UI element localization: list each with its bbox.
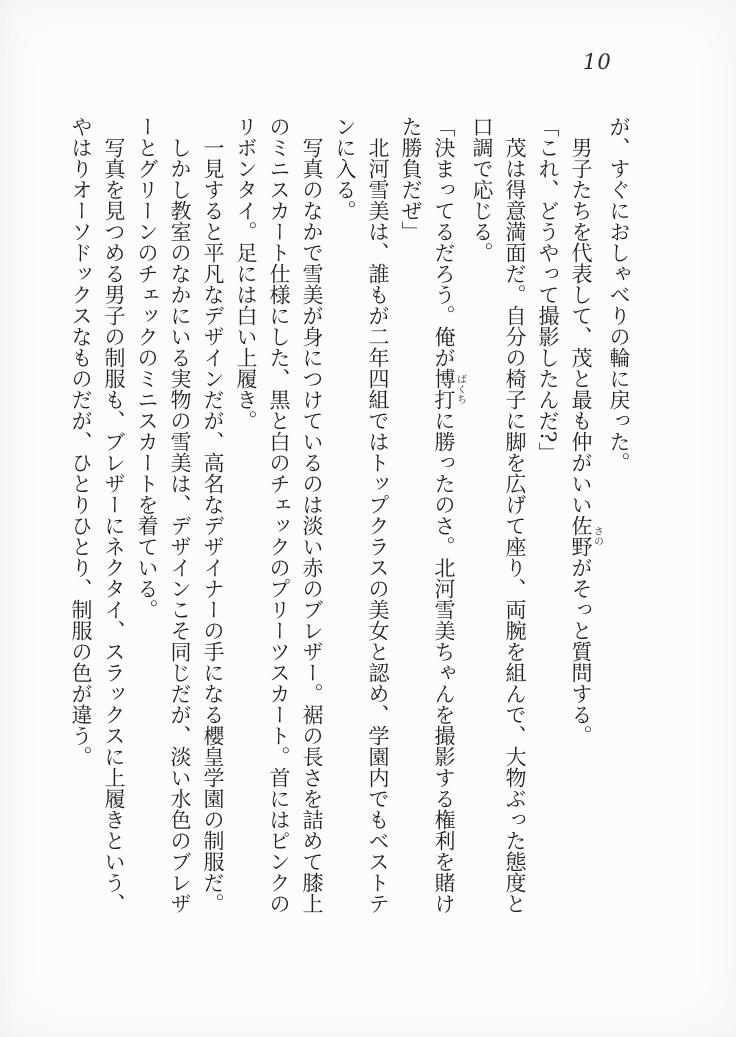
paragraph: 茂は得意満面だ。自分の椅子に脚を広げて座り、両腕を組んで、大物ぶった態度と口調で応じる。 — [470, 116, 527, 914]
paragraph: 「決まってるだろう。俺が博打ばくちに勝ったのさ。北河雪美ちゃんを撮影する権利を賭けた勝負だぜ」 — [399, 116, 466, 914]
paragraph: 写真のなかで雪美が身につけているのは淡い赤のブレザー。裾の長さを詰めて膝上のミニスカート仕様にした、黒と白のチェックのプリーツスカート。首にはピンクのリボンタイ。足には白い上履き。 — [234, 116, 324, 914]
paragraph: 一見すると平凡なデザインだが、高名なデザイナーの手になる櫻皇学園の制服だ。 — [201, 137, 225, 914]
paragraph: 北河雪美は、誰もが二年四組ではトップクラスの美女と認め、学園内でもベストテンに入る。 — [333, 116, 390, 914]
paragraph: が、すぐにおしゃべりの輪に戻った。 — [607, 116, 631, 473]
paragraph: しかし教室のなかにいる実物の雪美は、デザインこそ同じだが、淡い水色のブレザーとグリーンのチェックのミニスカートを着ている。 — [135, 116, 192, 914]
paragraph: 写真を見つめる男子の制服も、ブレザーにネクタイ、スラックスに上履きという、やはりオーソドックスなものだが、ひとりひとり、制服の色が違う。 — [69, 116, 126, 914]
paragraph: 「これ、どうやって撮影したんだ?」 — [536, 116, 560, 464]
furigana-annotated-word: 博打ばくち — [432, 368, 466, 410]
furigana-annotated-word: 佐野さの — [569, 515, 603, 557]
page-number: 10 — [583, 50, 612, 74]
paragraph: 男子たちを代表して、茂と最も仲がいい佐野さのがそっと質問する。 — [569, 137, 603, 746]
text-area — [69, 116, 635, 918]
